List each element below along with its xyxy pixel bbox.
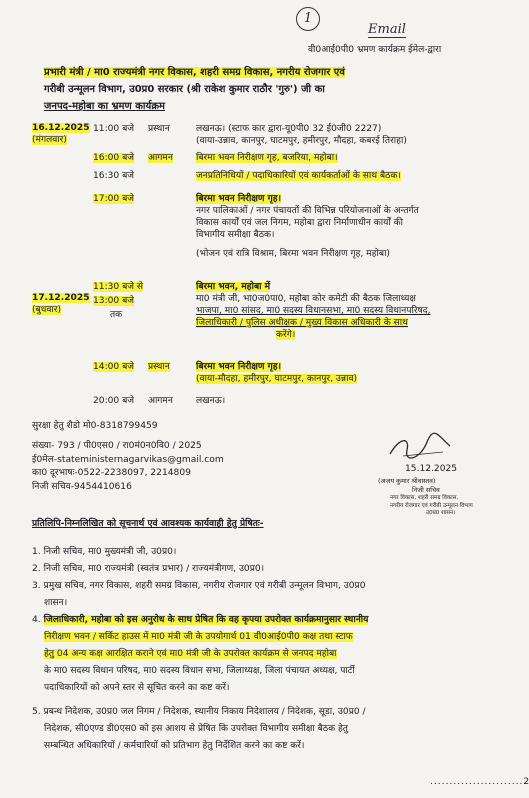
cc-item-line-text: हेतु 04 अन्य कक्ष आरक्षित कराने एवं मा0 मंत्री जी के उपरोक्त कार्यक्रम से जनपद महोबा: [44, 649, 337, 659]
detail-line: विकास कार्यों एवं जल निगम, महोबा द्वारा निर्माणाधीन कार्यों की: [196, 218, 403, 228]
signature-date: 15.12.2025: [405, 464, 458, 474]
page-title: [44, 64, 345, 115]
cc-item-line: [32, 646, 368, 663]
document-type: वी0आई0पी0 भ्रमण कार्यक्रम ईमेल-द्वारा: [308, 45, 442, 55]
detail-line-text: जिलाधिकारी / पुलिस अधीक्षक / मुख्य विकास अधिकारी के साथ: [196, 318, 408, 328]
title-line-1-text: प्रभारी मंत्री / मा0 राज्यमंत्री नगर विकास, शहरी समग्र विकास, नगरीय रोजगार एवं: [44, 67, 345, 78]
cc-item-line: निजी सचिव, मा0 राज्यमंत्री (स्वतंत्र प्रभार) / राज्यमंत्रीगण, उ0प्र0।: [43, 564, 265, 574]
detail-line: लखनऊ। (स्टाफ कार द्वारा-यू0पी0 32 ई0जी0 2227): [196, 124, 382, 134]
schedule-action: [148, 152, 173, 164]
schedule-until: तक: [110, 310, 123, 320]
cc-item-line: प्रमुख सचिव, नगर विकास, शहरी समग्र विकास, नगरीय रोजगार एवं गरीबी उन्मूलन विभाग, उ0प्र0: [43, 581, 366, 591]
schedule-time-text: 14:00 बजे: [93, 362, 135, 372]
detail-line: विभागीय समीक्षा बैठक।: [196, 230, 275, 240]
schedule-time-text: 11:30 बजे से: [93, 282, 144, 292]
schedule-time: 11:00 बजे: [93, 124, 135, 134]
cc-item-line-text: निरीक्षण भवन / सर्किट हाउस में मा0 मंत्री जी के उपयोगार्थ 01 वी0आई0पी0 कक्ष तथा स्टाफ: [44, 632, 353, 642]
schedule-time: 16:30 बजे: [93, 171, 135, 181]
cc-item-number: 5.: [32, 707, 41, 717]
reference-number: संख्या- 793 / पी0एस0 / रा0मं0न0वि0 / 2025: [32, 441, 202, 451]
schedule-action: आगमन: [148, 396, 173, 406]
schedule-time-text: 16:00 बजे: [93, 153, 135, 163]
page-number-mark: 1: [296, 7, 320, 31]
schedule-time-text: 17:00 बजे: [93, 194, 135, 204]
security-contact: सुरक्षा हेतु शैडो मो0-8318799459: [32, 421, 158, 431]
cc-item-line: सम्बन्धित अधिकारियों / कर्मचारियों को प्रतिभाग हेतु निर्देशित करने का कष्ट करें।: [44, 741, 305, 751]
detail-line: [196, 361, 357, 373]
day1-weekday-text: (मंगलवार): [32, 135, 67, 145]
title-line-3: जनपद-महोबा का भ्रमण कार्यक्रम: [44, 101, 165, 112]
cc-item-line: [32, 612, 368, 629]
reference-phone: का0 दूरभाषः-0522-2238097, 2214809: [32, 468, 191, 478]
cc-item-number: 3.: [32, 581, 41, 591]
schedule-time: [93, 152, 134, 164]
detail-line: मा0 मंत्री जी, भा0ज0पा0, महोबा कोर कमेटी की बैठक जिलाध्यक्ष: [196, 294, 416, 304]
signature-stamp: [390, 495, 473, 518]
day1-date: [32, 122, 90, 134]
title-line-1: [44, 64, 345, 81]
day2-weekday-text: (बुधवार): [32, 305, 62, 315]
cc-list: [32, 544, 366, 612]
stamp-line: नगर विकास, शहरी समग्र विकास,: [390, 495, 459, 501]
schedule-detail: [196, 170, 401, 182]
schedule-action: [148, 361, 170, 373]
detail-line: [196, 317, 431, 329]
schedule-detail: [196, 152, 338, 164]
detail-line: भाजपा, मा0 सांसद, मा0 सदस्य विधानसभा, मा0 सदस्य विधानपरिषद,: [196, 306, 431, 316]
stamp-line: उ0प्र0 शासन।: [426, 510, 456, 516]
reference-secretary: निजी सचिव-9454410616: [32, 481, 132, 492]
day2-date-text: 17.12.2025: [32, 293, 90, 303]
reference-email: ई0मेल-stateministernagarvikas@gmail.com: [32, 454, 224, 465]
cc-item-line: के मा0 सदस्य विधान परिषद, मा0 सदस्य विधान सभा, जिलाध्यक्ष, जिला पंचायत अध्यक्ष, पार्टी: [44, 666, 355, 676]
schedule-time: [93, 193, 134, 205]
cc-item-line-text: जिलाधिकारी, महोबा को इस अनुरोध के साथ प्रेषित कि वह कृपया उपरोक्त कार्यक्रमानुसार स्थानीय: [43, 615, 369, 625]
day2-weekday: [32, 304, 61, 316]
day2-date: [32, 292, 90, 304]
schedule-action: प्रस्थान: [148, 124, 170, 134]
stamp-line: नगरीय रोजगार एवं गरीबी उन्मूलन विभाग: [390, 502, 473, 509]
schedule-detail: लखनऊ।: [196, 396, 226, 406]
day1-date-text: 16.12.2025: [32, 123, 90, 133]
signature-name: (अजय कुमार श्रीवास्तव): [378, 477, 436, 485]
cc-item-line: [32, 704, 366, 721]
cc-item-line: निदेशक, सी0एण्ड डी0एस0 को इस आशय से प्रेषित कि उपरोक्त विभागीय समीक्षा बैठक हेतु: [44, 724, 348, 734]
schedule-time: 20:00 बजे: [93, 396, 135, 406]
detail-line-text: करेंगे।: [276, 330, 296, 340]
schedule-detail: [196, 281, 431, 341]
detail-line: (वाया-उन्नाव, कानपुर, घाटमपुर, हमीरपुर, मौदहा, कबरई तिराहा): [196, 136, 407, 146]
schedule-time-end: [93, 295, 134, 307]
cc-item-line-text: प्रबन्ध निदेशक, उ0प्र0 जल निगम / निदेशक, स्थानीय निकाय निदेशालय / निदेशक, सूडा, उ0प्र0 /: [43, 707, 366, 717]
detail-line: [196, 281, 431, 293]
schedule-action-text: प्रस्थान: [148, 362, 170, 372]
detail-line-text: बिरमा भवन निरीक्षण गृह।: [196, 194, 282, 204]
detail-line: (भोजन एवं रात्रि विश्राम, बिरमा भवन निरीक्षण गृह, महोबा): [196, 249, 390, 259]
reference-block: [32, 440, 224, 494]
cc-item: [32, 544, 366, 561]
cc-item-number: 1.: [32, 547, 41, 557]
signature-scribble: [385, 432, 455, 466]
schedule-detail: [196, 193, 419, 260]
schedule-detail: [196, 361, 357, 385]
cc-item-line: पदाधिकारियों को अपने स्तर से सूचित करने का कष्ट करें।: [44, 683, 230, 693]
signature-title: निजी सचिव: [412, 486, 440, 494]
detail-line: [196, 373, 357, 385]
detail-line: [196, 193, 419, 205]
detail-line: नगर पालिकाओं / नगर पंचायतों की विभिन्न परियोजनाओं के अन्तर्गत: [196, 206, 419, 216]
schedule-time: [93, 361, 134, 373]
email-mark: Email: [368, 22, 406, 37]
cc-item-4: [32, 612, 368, 697]
schedule-action-text: आगमन: [148, 153, 173, 163]
detail-line-text: बिरमा भवन निरीक्षण गृह।: [196, 362, 282, 372]
cc-item: [32, 561, 366, 578]
detail-line: बिरमा भवन निरीक्षण गृह, बजरिया, महोबा।: [196, 153, 338, 163]
schedule-time: [93, 281, 143, 293]
detail-line-text: बिरमा भवन, महोबा में: [196, 282, 271, 292]
title-line-2: गरीबी उन्मूलन विभाग, उ0प्र0 सरकार (श्री राकेश कुमार राठौर 'गुरु') जी का: [44, 84, 325, 95]
schedule-detail: [196, 123, 407, 147]
cc-item-number: 2.: [32, 564, 41, 574]
signature-icon: [385, 432, 455, 462]
cc-item-number: 4.: [32, 615, 41, 625]
cc-item-5: [32, 704, 366, 755]
detail-line: जनप्रतिनिधियों / पदाधिकारियों एवं कार्यकर्ताओं के साथ बैठक।: [196, 171, 401, 181]
page-footer-number: ........................2: [430, 777, 529, 787]
cc-item-line: [32, 629, 368, 646]
cc-heading: प्रतिलिपि-निम्नलिखित को सूचनार्थ एवं आवश्यक कार्यवाही हेतु प्रेषितः-: [32, 519, 264, 529]
day1-weekday: [32, 134, 67, 146]
page-footer-text: 2: [523, 777, 529, 787]
detail-line-text: (वाया-मौदहा, हमीरपुर, घाटमपुर, कानपुर, उन्नाव): [196, 374, 358, 384]
cc-item-continuation: शासन।: [44, 598, 68, 608]
schedule-time-end-text: 13:00 बजे: [93, 296, 135, 306]
cc-item-line: निजी सचिव, मा0 मुख्यमंत्री जी, उ0प्र0।: [43, 547, 177, 557]
detail-line: [196, 329, 431, 341]
cc-item: [32, 578, 366, 595]
